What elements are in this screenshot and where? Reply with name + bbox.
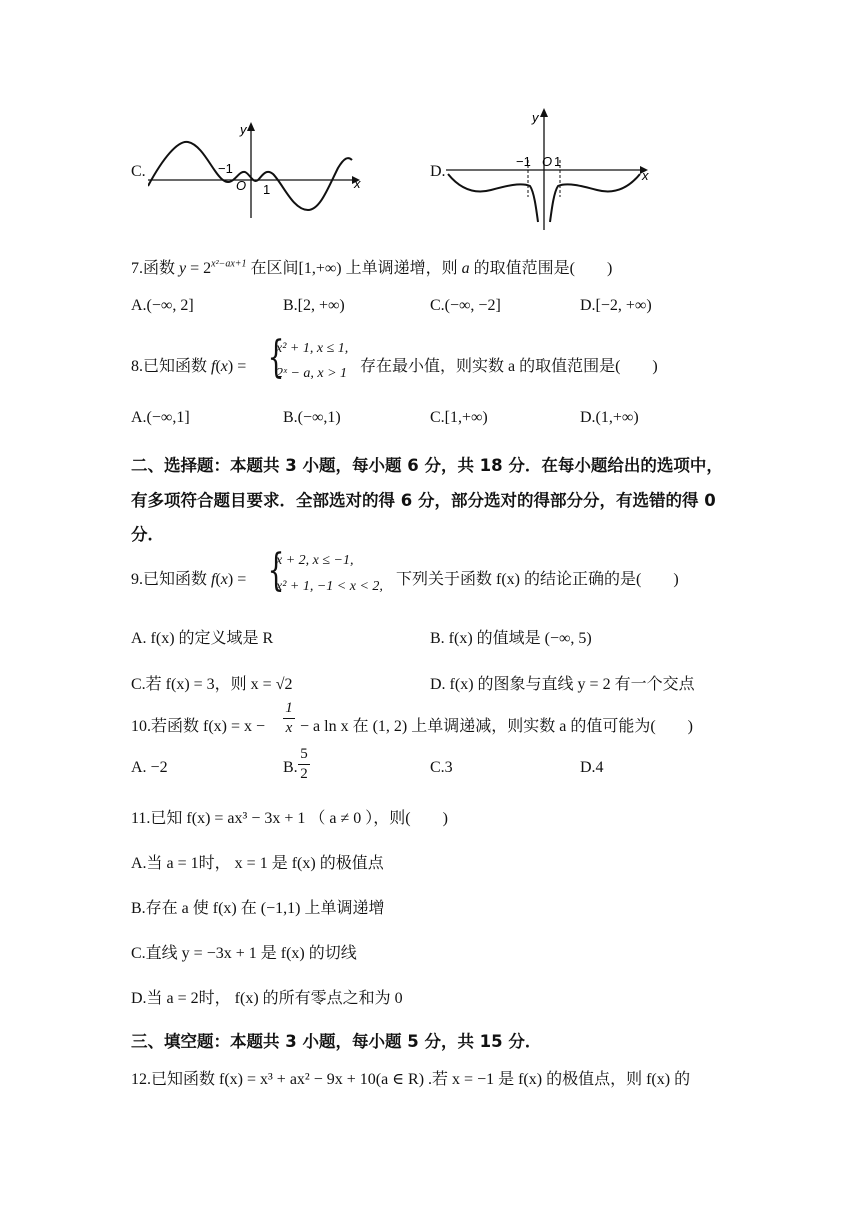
- option-d-label: D.: [430, 163, 446, 180]
- q11-option-c[interactable]: C.直线 y = −3x + 1 是 f(x) 的切线: [131, 945, 357, 962]
- graph-d: [446, 102, 656, 232]
- q7-mid: 在区间[1,+∞) 上单调递增，则: [250, 260, 458, 277]
- q9-option-c[interactable]: C.若 f(x) = 3，则 x = √2: [131, 676, 293, 693]
- option-c-label: C.: [131, 163, 146, 180]
- question-12-stem: 12.已知函数 f(x) = x³ + ax² − 9x + 10(a ∈ R) .若 x = −1 是 f(x) 的极值点，则 f(x) 的: [131, 1071, 691, 1088]
- question-11-stem: 11.已知 f(x) = ax³ − 3x + 1 （ a ≠ 0 ），则( ): [131, 810, 448, 827]
- question-7-stem: 7.函数 $y = 2^{x^2-ax+1}$ 在区间[1,+∞) 上单调递增，则 a 的取值范围是( ): [131, 258, 613, 277]
- q10-option-d[interactable]: D.4: [580, 759, 604, 776]
- question-8-prefix: 8.已知函数 f(x) =: [131, 358, 247, 375]
- q8-case-2: 2ˣ − a, x > 1: [276, 366, 348, 381]
- section-2-line-1: 二、选择题：本题共 3 小题，每小题 6 分，共 18 分．在每小题给出的选项中，: [131, 456, 723, 475]
- q7-prefix: 7.函数: [131, 260, 176, 277]
- q7-var: a: [461, 260, 470, 277]
- q10-option-b-prefix[interactable]: B.: [283, 759, 298, 776]
- q11-option-b[interactable]: B.存在 a 使 f(x) 在 (−1,1) 上单调递增: [131, 900, 385, 917]
- q7-option-a[interactable]: A.(−∞, 2]: [131, 297, 194, 314]
- q11-option-a[interactable]: A.当 a = 1时， x = 1 是 f(x) 的极值点: [131, 855, 384, 872]
- q9-suffix: 下列关于函数 f(x) 的结论正确的是( ): [396, 571, 679, 588]
- q8-option-a[interactable]: A.(−∞,1]: [131, 409, 190, 426]
- q7-formula: y: [179, 260, 187, 277]
- q10-option-a[interactable]: A. −2: [131, 759, 168, 776]
- question-10-prefix: 10.若函数 f(x) = x −: [131, 718, 266, 735]
- q11-option-d[interactable]: D.当 a = 2时， f(x) 的所有零点之和为 0: [131, 990, 403, 1007]
- graph-d-origin-label: O: [542, 154, 553, 169]
- q10-mid: − a ln x 在 (1, 2) 上单调递减，则实数 a 的值可能为( ): [300, 718, 693, 735]
- section-3-title: 三、填空题：本题共 3 小题，每小题 5 分，共 15 分．: [131, 1032, 542, 1051]
- graph-d-x-label: x: [642, 168, 649, 183]
- graph-c-neg1-label: −1: [218, 161, 233, 176]
- q10-option-b-fraction[interactable]: 5 2: [298, 746, 310, 783]
- question-9-prefix: 9.已知函数 f(x) =: [131, 571, 247, 588]
- graph-c-origin-label: O: [236, 178, 247, 193]
- q8-option-d[interactable]: D.(1,+∞): [580, 409, 639, 426]
- graph-d-one-label: 1: [554, 154, 562, 169]
- q8-option-b[interactable]: B.(−∞,1): [283, 409, 341, 426]
- q7-option-d[interactable]: D.[−2, +∞): [580, 297, 652, 314]
- section-2-line-3: 分．: [131, 525, 164, 544]
- q8-case-1: x² + 1, x ≤ 1,: [276, 341, 349, 356]
- q7-option-c[interactable]: C.(−∞, −2]: [430, 297, 501, 314]
- q9-option-a[interactable]: A. f(x) 的定义域是 R: [131, 630, 274, 647]
- section-2-line-2: 有多项符合题目要求．全部选对的得 6 分，部分选对的得部分分，有选错的得 0: [131, 491, 716, 510]
- graph-d-neg1-label: −1: [516, 154, 531, 169]
- q10-option-c[interactable]: C.3: [430, 759, 453, 776]
- graph-c-x-label: x: [354, 176, 361, 191]
- q9-option-b[interactable]: B. f(x) 的值域是 (−∞, 5): [430, 630, 592, 647]
- graph-d-y-label: y: [532, 110, 539, 125]
- q10-fraction: 1 x: [283, 700, 295, 737]
- graph-c-one-label: 1: [263, 182, 271, 197]
- q8-option-c[interactable]: C.[1,+∞): [430, 409, 488, 426]
- q8-suffix: 存在最小值，则实数 a 的取值范围是( ): [360, 358, 658, 375]
- q9-brace: {: [267, 545, 285, 596]
- graph-c-y-label: y: [240, 122, 247, 137]
- q7-option-b[interactable]: B.[2, +∞): [283, 297, 345, 314]
- q9-case-2: x² + 1, −1 < x < 2,: [276, 579, 383, 594]
- q9-case-1: x + 2, x ≤ −1,: [276, 553, 354, 568]
- q9-option-d[interactable]: D. f(x) 的图象与直线 y = 2 有一个交点: [430, 676, 695, 693]
- q8-brace: {: [267, 332, 285, 383]
- q7-suffix: 的取值范围是( ): [473, 260, 613, 277]
- graph-c: [148, 118, 368, 223]
